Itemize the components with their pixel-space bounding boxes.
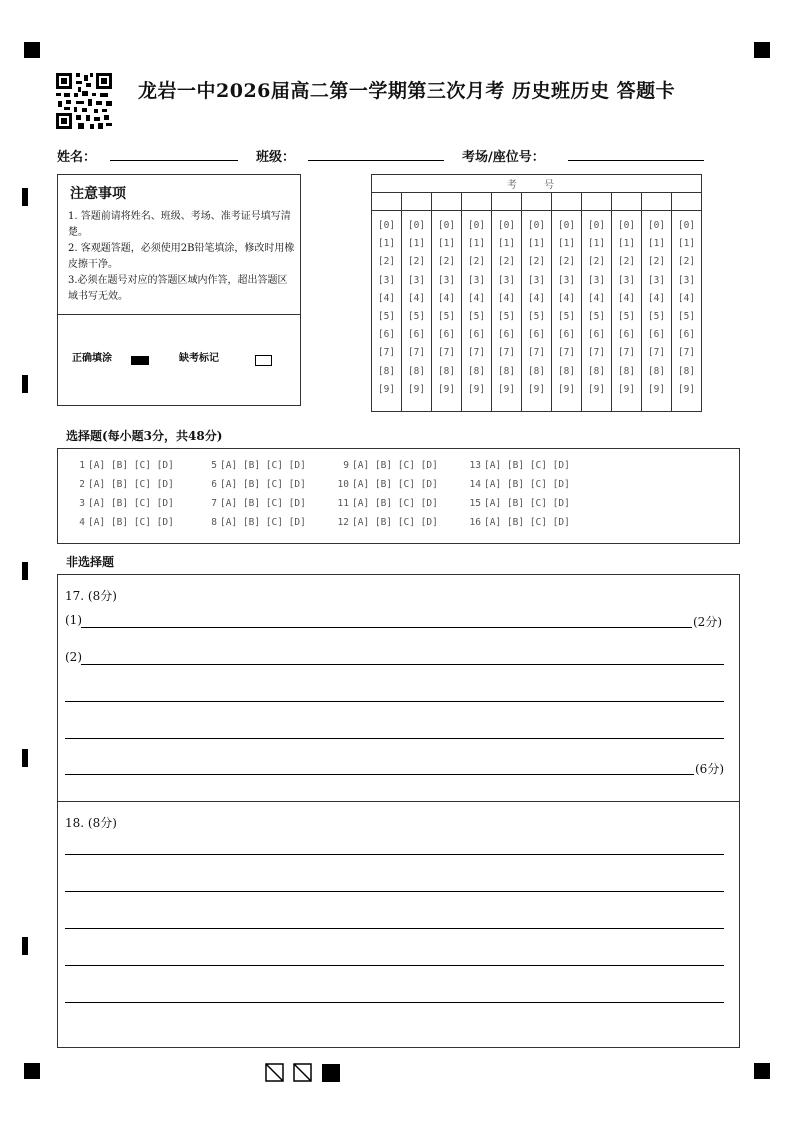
exam-digit-bubble[interactable]: [3]: [647, 274, 666, 286]
exam-digit-bubble[interactable]: [6]: [377, 329, 396, 341]
exam-digit-bubble[interactable]: [6]: [587, 329, 606, 341]
choice-options[interactable]: [A] [B] [C] [D]: [88, 517, 174, 528]
choice-question-9[interactable]: [336, 460, 438, 471]
exam-digit-bubble[interactable]: [6]: [617, 329, 636, 341]
exam-digit-bubble[interactable]: [1]: [437, 238, 456, 250]
exam-digit-bubble[interactable]: [7]: [377, 347, 396, 359]
exam-digit-bubble[interactable]: [5]: [647, 310, 666, 322]
exam-digit-bubble[interactable]: [6]: [527, 329, 546, 341]
exam-digit-bubble[interactable]: [8]: [437, 365, 456, 377]
exam-number-grid: [371, 174, 702, 412]
exam-digit-bubble[interactable]: [2]: [497, 256, 516, 268]
exam-digit-bubble[interactable]: [3]: [527, 274, 546, 286]
exam-digit-bubble[interactable]: [8]: [647, 365, 666, 377]
exam-digit-bubble[interactable]: [6]: [437, 329, 456, 341]
exam-number-entry-cell[interactable]: [402, 193, 432, 211]
exam-digit-bubble[interactable]: [3]: [407, 274, 426, 286]
notice-item: 1. 答题前请将姓名、班级、考场、准考证号填写清楚。: [68, 211, 291, 238]
exam-digit-bubble[interactable]: [4]: [587, 292, 606, 304]
exam-digit-bubble[interactable]: [6]: [647, 329, 666, 341]
exam-digit-bubble[interactable]: [1]: [377, 238, 396, 250]
choice-options[interactable]: [A] [B] [C] [D]: [220, 460, 306, 471]
question-18-label: 18. (8分): [65, 816, 117, 830]
choice-question-8[interactable]: [204, 517, 306, 528]
exam-digit-bubble[interactable]: [9]: [407, 383, 426, 395]
exam-number-column: [552, 211, 582, 412]
choice-options[interactable]: [A] [B] [C] [D]: [352, 498, 438, 509]
exam-digit-bubble[interactable]: [9]: [497, 383, 516, 395]
class-label: 班级：: [256, 150, 296, 165]
answer-line[interactable]: [65, 774, 694, 775]
exam-digit-bubble[interactable]: [6]: [407, 329, 426, 341]
exam-number-entry-cell[interactable]: [492, 193, 522, 211]
exam-digit-bubble[interactable]: [5]: [377, 310, 396, 322]
choice-options[interactable]: [A] [B] [C] [D]: [220, 498, 306, 509]
exam-digit-bubble[interactable]: [5]: [407, 310, 426, 322]
choice-options[interactable]: [A] [B] [C] [D]: [484, 517, 570, 528]
exam-digit-bubble[interactable]: [2]: [377, 256, 396, 268]
exam-digit-bubble[interactable]: [5]: [677, 310, 696, 322]
exam-digit-bubble[interactable]: [4]: [527, 292, 546, 304]
page-marker-icons: [265, 1063, 341, 1083]
question-17-part1-score: (2分): [693, 615, 722, 629]
choice-options[interactable]: [A] [B] [C] [D]: [352, 479, 438, 490]
exam-digit-bubble[interactable]: [8]: [377, 365, 396, 377]
choice-question-11[interactable]: [336, 498, 438, 509]
question-17-part1-label: (1): [65, 613, 82, 627]
choice-question-2[interactable]: [72, 479, 174, 490]
exam-digit-bubble[interactable]: [7]: [437, 347, 456, 359]
exam-digit-bubble[interactable]: [8]: [497, 365, 516, 377]
exam-digit-bubble[interactable]: [3]: [557, 274, 576, 286]
question-17-label: 17. (8分): [65, 589, 117, 603]
exam-digit-bubble[interactable]: [4]: [557, 292, 576, 304]
choice-options[interactable]: [A] [B] [C] [D]: [88, 498, 174, 509]
exam-digit-bubble[interactable]: [7]: [497, 347, 516, 359]
choice-options[interactable]: [A] [B] [C] [D]: [484, 460, 570, 471]
exam-number-column: [642, 211, 672, 412]
exam-number-entry-cell[interactable]: [552, 193, 582, 211]
answer-line[interactable]: [65, 738, 724, 739]
exam-digit-bubble[interactable]: [7]: [407, 347, 426, 359]
exam-digit-bubble[interactable]: [7]: [587, 347, 606, 359]
exam-digit-bubble[interactable]: [4]: [647, 292, 666, 304]
exam-digit-bubble[interactable]: [0]: [647, 220, 666, 231]
choice-question-number: 14: [469, 479, 481, 490]
exam-digit-bubble[interactable]: [9]: [617, 383, 636, 395]
notice-item: 2. 客观题答题，必须使用2B铅笔填涂，修改时用橡皮擦干净。: [68, 243, 295, 270]
corner-mark-bottom-left: [24, 1063, 40, 1079]
timing-mark: [22, 188, 28, 206]
exam-number-column: [672, 211, 702, 412]
exam-digit-bubble[interactable]: [3]: [617, 274, 636, 286]
exam-number-column: [522, 211, 552, 412]
choice-question-13[interactable]: [468, 460, 570, 471]
answer-line[interactable]: [65, 891, 724, 892]
corner-mark-bottom-right: [754, 1063, 770, 1079]
exam-digit-bubble[interactable]: [1]: [497, 238, 516, 250]
choice-answer-box: [57, 448, 740, 544]
choice-question-number: 3: [79, 498, 85, 509]
exam-number-entry-cell[interactable]: [582, 193, 612, 211]
exam-digit-bubble[interactable]: [1]: [527, 238, 546, 250]
choice-question-number: 2: [79, 479, 85, 490]
exam-digit-bubble[interactable]: [9]: [677, 383, 696, 395]
exam-digit-bubble[interactable]: [9]: [527, 383, 546, 395]
choice-question-number: 10: [337, 479, 349, 490]
choice-question-10[interactable]: [336, 479, 438, 490]
exam-number-entry-cell[interactable]: [372, 193, 402, 211]
exam-digit-bubble[interactable]: [0]: [587, 220, 606, 231]
exam-digit-bubble[interactable]: [6]: [677, 329, 696, 341]
choice-question-number: 13: [469, 460, 481, 471]
choice-question-number: 1: [79, 460, 85, 471]
exam-digit-bubble[interactable]: [8]: [677, 365, 696, 377]
question-17-box: [57, 574, 740, 802]
exam-digit-bubble[interactable]: [0]: [467, 220, 486, 231]
exam-digit-bubble[interactable]: [1]: [557, 238, 576, 250]
notice-box: [57, 174, 301, 406]
exam-digit-bubble[interactable]: [8]: [407, 365, 426, 377]
name-field[interactable]: [110, 160, 238, 161]
exam-number-header: 考 号: [372, 175, 702, 193]
exam-digit-bubble[interactable]: [9]: [557, 383, 576, 395]
choice-question-number: 9: [343, 460, 349, 471]
exam-digit-bubble[interactable]: [9]: [377, 383, 396, 395]
answer-line[interactable]: [65, 701, 724, 702]
choice-question-number: 6: [211, 479, 217, 490]
exam-digit-bubble[interactable]: [0]: [377, 220, 396, 231]
choice-question-number: 15: [469, 498, 481, 509]
exam-digit-bubble[interactable]: [3]: [587, 274, 606, 286]
room-seat-field[interactable]: [568, 160, 704, 161]
exam-number-column: [402, 211, 432, 412]
choice-question-12[interactable]: [336, 517, 438, 528]
exam-digit-bubble[interactable]: [2]: [437, 256, 456, 268]
exam-digit-bubble[interactable]: [0]: [407, 220, 426, 231]
question-17-part2-label: (2): [65, 650, 82, 664]
exam-digit-bubble[interactable]: [7]: [647, 347, 666, 359]
exam-number-entry-cell[interactable]: [612, 193, 642, 211]
answer-line[interactable]: [65, 854, 724, 855]
exam-digit-bubble[interactable]: [8]: [467, 365, 486, 377]
exam-digit-bubble[interactable]: [6]: [557, 329, 576, 341]
name-label: 姓名：: [57, 150, 97, 165]
exam-digit-bubble[interactable]: [0]: [557, 220, 576, 231]
exam-number-entry-cell[interactable]: [522, 193, 552, 211]
exam-digit-bubble[interactable]: [0]: [437, 220, 456, 231]
exam-digit-bubble[interactable]: [7]: [527, 347, 546, 359]
exam-digit-bubble[interactable]: [4]: [467, 292, 486, 304]
choice-question-5[interactable]: [204, 460, 306, 471]
choice-options[interactable]: [A] [B] [C] [D]: [220, 479, 306, 490]
exam-digit-bubble[interactable]: [1]: [587, 238, 606, 250]
notice-item: 3.必须在题号对应的答题区域内作答，超出答题区域书写无效。: [68, 275, 288, 302]
exam-number-column: [612, 211, 642, 412]
choice-question-number: 16: [469, 517, 481, 528]
notice-divider: [58, 314, 300, 315]
choice-question-number: 11: [337, 498, 349, 509]
exam-number-entry-cell[interactable]: [642, 193, 672, 211]
exam-digit-bubble[interactable]: [5]: [557, 310, 576, 322]
choice-question-6[interactable]: [204, 479, 306, 490]
exam-number-column: [462, 211, 492, 412]
exam-digit-bubble[interactable]: [8]: [617, 365, 636, 377]
exam-digit-bubble[interactable]: [4]: [437, 292, 456, 304]
exam-digit-bubble[interactable]: [9]: [467, 383, 486, 395]
answer-line[interactable]: [81, 627, 692, 628]
exam-digit-bubble[interactable]: [2]: [677, 256, 696, 268]
exam-digit-bubble[interactable]: [1]: [407, 238, 426, 250]
exam-digit-bubble[interactable]: [4]: [377, 292, 396, 304]
choice-options[interactable]: [A] [B] [C] [D]: [88, 479, 174, 490]
exam-number-entry-cell[interactable]: [672, 193, 702, 211]
exam-digit-bubble[interactable]: [2]: [407, 256, 426, 268]
corner-mark-top-left: [24, 42, 40, 58]
nonchoice-section-title: 非选择题: [66, 555, 115, 569]
exam-digit-bubble[interactable]: [5]: [467, 310, 486, 322]
exam-digit-bubble[interactable]: [8]: [557, 365, 576, 377]
choice-question-7[interactable]: [204, 498, 306, 509]
exam-digit-bubble[interactable]: [2]: [467, 256, 486, 268]
timing-mark: [22, 562, 28, 580]
question-18-box: [57, 801, 740, 1048]
exam-digit-bubble[interactable]: [7]: [617, 347, 636, 359]
timing-mark: [22, 749, 28, 767]
exam-digit-bubble[interactable]: [4]: [677, 292, 696, 304]
answer-line[interactable]: [81, 664, 724, 665]
correct-fill-label: 正确填涂: [72, 353, 112, 364]
exam-digit-bubble[interactable]: [9]: [437, 383, 456, 395]
exam-digit-bubble[interactable]: [1]: [617, 238, 636, 250]
exam-digit-bubble[interactable]: [0]: [497, 220, 516, 231]
exam-digit-bubble[interactable]: [4]: [497, 292, 516, 304]
exam-number-column: [492, 211, 522, 412]
notice-title: 注意事项: [70, 186, 126, 202]
exam-digit-bubble[interactable]: [5]: [527, 310, 546, 322]
choice-question-number: 7: [211, 498, 217, 509]
exam-number-column: [432, 211, 462, 412]
exam-digit-bubble[interactable]: [9]: [587, 383, 606, 395]
exam-number-entry-cell[interactable]: [432, 193, 462, 211]
correct-fill-sample: [131, 356, 149, 365]
exam-digit-bubble[interactable]: [5]: [437, 310, 456, 322]
exam-digit-bubble[interactable]: [9]: [647, 383, 666, 395]
exam-digit-bubble[interactable]: [2]: [587, 256, 606, 268]
exam-digit-bubble[interactable]: [2]: [617, 256, 636, 268]
exam-digit-bubble[interactable]: [2]: [647, 256, 666, 268]
exam-digit-bubble[interactable]: [3]: [677, 274, 696, 286]
absent-mark-box[interactable]: [255, 355, 272, 366]
choice-options[interactable]: [A] [B] [C] [D]: [88, 460, 174, 471]
exam-digit-bubble[interactable]: [6]: [467, 329, 486, 341]
exam-digit-bubble[interactable]: [3]: [437, 274, 456, 286]
exam-digit-bubble[interactable]: [1]: [467, 238, 486, 250]
choice-options[interactable]: [A] [B] [C] [D]: [352, 460, 438, 471]
answer-line[interactable]: [65, 965, 724, 966]
answer-line[interactable]: [65, 1002, 724, 1003]
choice-options[interactable]: [A] [B] [C] [D]: [220, 517, 306, 528]
choice-question-number: 8: [211, 517, 217, 528]
exam-number-entry-cell[interactable]: [462, 193, 492, 211]
exam-digit-bubble[interactable]: [0]: [527, 220, 546, 231]
exam-digit-bubble[interactable]: [8]: [527, 365, 546, 377]
exam-digit-bubble[interactable]: [2]: [557, 256, 576, 268]
timing-mark: [22, 937, 28, 955]
choice-question-number: 12: [337, 517, 349, 528]
corner-mark-top-right: [754, 42, 770, 58]
exam-digit-bubble[interactable]: [1]: [647, 238, 666, 250]
exam-digit-bubble[interactable]: [5]: [587, 310, 606, 322]
exam-digit-bubble[interactable]: [3]: [467, 274, 486, 286]
exam-digit-bubble[interactable]: [7]: [677, 347, 696, 359]
choice-section-title: 选择题(每小题3分，共48分): [66, 429, 223, 443]
exam-digit-bubble[interactable]: [4]: [617, 292, 636, 304]
question-17-part2-score: (6分): [695, 762, 724, 776]
exam-digit-bubble[interactable]: [4]: [407, 292, 426, 304]
choice-question-number: 5: [211, 460, 217, 471]
exam-digit-bubble[interactable]: [7]: [467, 347, 486, 359]
exam-digit-bubble[interactable]: [0]: [617, 220, 636, 231]
absent-mark-label: 缺考标记: [179, 353, 219, 364]
exam-digit-bubble[interactable]: [3]: [497, 274, 516, 286]
choice-question-1[interactable]: [72, 460, 174, 471]
room-seat-label: 考场/座位号：: [462, 150, 545, 165]
exam-number-column: [372, 211, 402, 412]
choice-question-14[interactable]: [468, 479, 570, 490]
answer-line[interactable]: [65, 928, 724, 929]
exam-digit-bubble[interactable]: [6]: [497, 329, 516, 341]
exam-digit-bubble[interactable]: [8]: [587, 365, 606, 377]
choice-question-number: 4: [79, 517, 85, 528]
choice-options[interactable]: [A] [B] [C] [D]: [484, 479, 570, 490]
exam-number-column: [582, 211, 612, 412]
exam-digit-bubble[interactable]: [2]: [527, 256, 546, 268]
choice-options[interactable]: [A] [B] [C] [D]: [484, 498, 570, 509]
exam-digit-bubble[interactable]: [5]: [497, 310, 516, 322]
timing-mark: [22, 375, 28, 393]
qr-code-icon: [56, 73, 112, 129]
exam-digit-bubble[interactable]: [7]: [557, 347, 576, 359]
page-title: 龙岩一中2026届高二第一学期第三次月考 历史班历史 答题卡: [138, 80, 676, 102]
choice-question-15[interactable]: [468, 498, 570, 509]
class-field[interactable]: [308, 160, 444, 161]
choice-question-16[interactable]: [468, 517, 570, 528]
exam-digit-bubble[interactable]: [5]: [617, 310, 636, 322]
choice-options[interactable]: [A] [B] [C] [D]: [352, 517, 438, 528]
exam-digit-bubble[interactable]: [3]: [377, 274, 396, 286]
exam-digit-bubble[interactable]: [1]: [677, 238, 696, 250]
choice-question-3[interactable]: [72, 498, 174, 509]
exam-digit-bubble[interactable]: [0]: [677, 220, 696, 231]
choice-question-4[interactable]: [72, 517, 174, 528]
